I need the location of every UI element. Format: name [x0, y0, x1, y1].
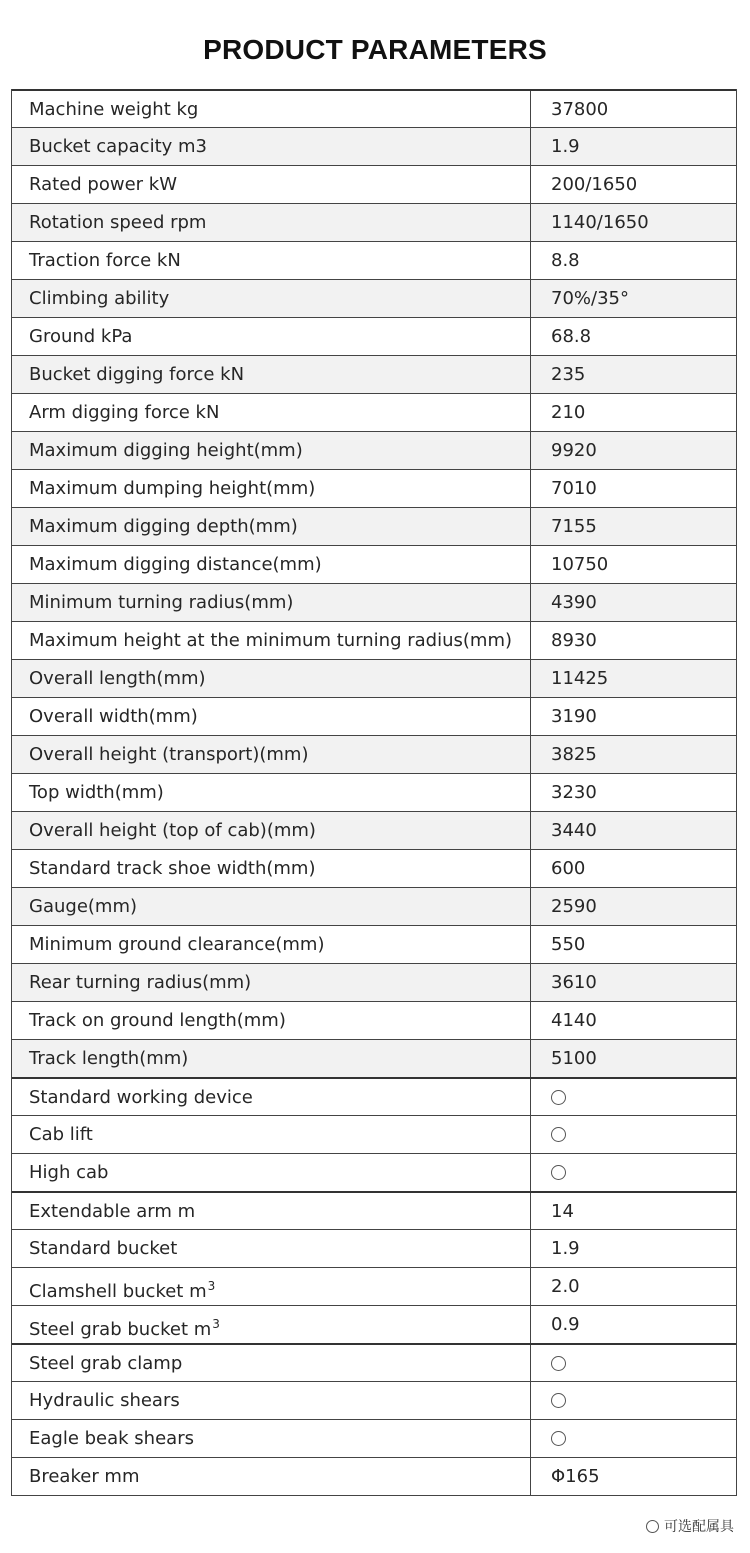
option-row: [12, 1381, 736, 1419]
parameter-label-text: Machine weight kg: [29, 99, 199, 120]
table-row: [12, 697, 736, 735]
parameter-value: 210: [551, 402, 586, 423]
parameter-label-text: High cab: [29, 1162, 109, 1183]
parameter-value: 10750: [551, 554, 609, 575]
parameter-value: 37800: [551, 98, 609, 120]
table-row: [12, 659, 736, 697]
parameter-value: 8930: [551, 630, 597, 651]
table-row: [12, 393, 736, 431]
parameter-label-text: Steel grab clamp: [29, 1353, 183, 1374]
parameter-label-text: Maximum digging distance(mm): [29, 554, 322, 575]
parameter-label: [12, 736, 531, 773]
table-row: [12, 887, 736, 925]
option-row: [12, 1153, 736, 1191]
parameter-label: [12, 1306, 531, 1343]
parameter-label-text: Overall height (transport)(mm): [29, 744, 309, 765]
parameter-value: 9920: [551, 440, 597, 461]
table-row: [12, 431, 736, 469]
table-row: [12, 773, 736, 811]
parameter-label: [12, 1345, 531, 1381]
parameter-label: [12, 204, 531, 241]
parameter-label: [12, 622, 531, 659]
parameter-label-text: Overall width(mm): [29, 706, 198, 727]
table-row: [12, 241, 736, 279]
parameter-label-text: Maximum dumping height(mm): [29, 478, 316, 499]
parameter-value: 11425: [551, 668, 609, 689]
parameter-label-text: Steel grab bucket m: [29, 1319, 212, 1340]
table-row: [12, 165, 736, 203]
parameter-label: [12, 242, 531, 279]
parameter-label: [12, 1079, 531, 1115]
option-indicator: [531, 1079, 736, 1115]
parameter-label: [12, 470, 531, 507]
table-row: [12, 1191, 736, 1229]
parameter-label: [12, 394, 531, 431]
page-title: PRODUCT PARAMETERS: [203, 34, 547, 65]
parameter-label-text: Maximum height at the minimum turning radius(mm): [29, 630, 512, 651]
parameter-value: 70%/35°: [551, 288, 629, 309]
parameter-label: [12, 1002, 531, 1039]
table-row: [12, 735, 736, 773]
parameter-label: [12, 850, 531, 887]
legend: [646, 1516, 734, 1536]
parameter-label-text: Minimum turning radius(mm): [29, 592, 294, 613]
parameter-label: [12, 91, 531, 127]
parameter-label: [12, 1230, 531, 1267]
parameter-label-text: Eagle beak shears: [29, 1428, 194, 1449]
parameter-value: 1.9: [551, 1238, 580, 1259]
parameter-value: 4140: [551, 1010, 597, 1031]
table-row: [12, 317, 736, 355]
parameter-value: 3190: [551, 706, 597, 727]
table-row: [12, 507, 736, 545]
parameter-label-text: Standard track shoe width(mm): [29, 858, 316, 879]
unit-superscript: 3: [207, 1279, 216, 1293]
parameter-value: 0.9: [551, 1314, 580, 1335]
parameter-label-text: Ground kPa: [29, 326, 133, 347]
parameter-value: 2590: [551, 896, 597, 917]
optional-circle-icon: [551, 1090, 566, 1105]
parameter-value: Φ165: [551, 1466, 600, 1487]
table-row: [12, 89, 736, 127]
parameter-label-text: Maximum digging height(mm): [29, 440, 303, 461]
table-row: [12, 545, 736, 583]
parameter-label-text: Bucket capacity m3: [29, 136, 207, 157]
parameter-label: [12, 166, 531, 203]
table-row: [12, 621, 736, 659]
parameter-label-text: Traction force kN: [29, 250, 181, 271]
table-row: [12, 849, 736, 887]
parameter-label-text: Standard bucket: [29, 1238, 178, 1259]
option-row: [12, 1343, 736, 1381]
table-row: [12, 1229, 736, 1267]
table-row: [12, 469, 736, 507]
table-row: [12, 811, 736, 849]
parameter-label: [12, 318, 531, 355]
table-row: [12, 355, 736, 393]
parameter-label: [12, 964, 531, 1001]
parameter-label: [12, 128, 531, 165]
option-indicator: [531, 1382, 736, 1419]
table-row: [12, 127, 736, 165]
parameter-label: Breaker mm: [12, 1458, 531, 1495]
parameter-label-text: Track length(mm): [29, 1048, 189, 1069]
parameter-label-text: Arm digging force kN: [29, 402, 220, 423]
parameter-label: [12, 508, 531, 545]
parameter-value: 14: [551, 1200, 574, 1222]
parameter-label: [12, 774, 531, 811]
parameter-label: [12, 584, 531, 621]
parameter-value: 1140/1650: [551, 212, 649, 233]
parameter-value: 600: [551, 858, 586, 879]
parameter-value: 3825: [551, 744, 597, 765]
legend-text: 可选配属具: [664, 1519, 734, 1535]
parameter-label-text: Track on ground length(mm): [29, 1010, 286, 1031]
parameters-table: [11, 89, 737, 1496]
table-row: [12, 203, 736, 241]
parameter-label-text: Climbing ability: [29, 288, 170, 309]
parameter-label-text: Extendable arm m: [29, 1201, 196, 1222]
parameter-label: [12, 660, 531, 697]
parameter-value: 2.0: [551, 1276, 580, 1297]
parameter-label-text: Rear turning radius(mm): [29, 972, 252, 993]
optional-circle-icon: [551, 1165, 566, 1180]
parameter-label: [12, 1040, 531, 1077]
table-row: [12, 1039, 736, 1077]
unit-superscript: 3: [212, 1317, 220, 1331]
optional-circle-icon: [551, 1127, 566, 1142]
table-row: [12, 583, 736, 621]
parameter-label: [12, 1268, 531, 1305]
optional-circle-icon: [551, 1431, 566, 1446]
table-row: [12, 1267, 736, 1305]
parameter-label-text: Hydraulic shears: [29, 1390, 180, 1411]
option-indicator: [531, 1345, 736, 1381]
parameter-label-text: Clamshell bucket m: [29, 1281, 207, 1302]
parameter-label: [12, 1420, 531, 1457]
parameter-label: [12, 280, 531, 317]
optional-circle-icon: [646, 1520, 659, 1533]
table-row: [12, 925, 736, 963]
table-row: [12, 963, 736, 1001]
parameter-label: [12, 812, 531, 849]
parameter-label: [12, 888, 531, 925]
parameter-label-text: Minimum ground clearance(mm): [29, 934, 325, 955]
parameter-label: [12, 1193, 531, 1229]
parameter-value: 5100: [551, 1048, 597, 1069]
parameter-label-text: Standard working device: [29, 1087, 253, 1108]
parameter-value: 1.9: [551, 136, 580, 157]
parameter-value: 550: [551, 934, 586, 955]
parameter-label-text: Rotation speed rpm: [29, 212, 207, 233]
parameter-value: 3230: [551, 782, 597, 803]
option-row: [12, 1115, 736, 1153]
table-row: [12, 1001, 736, 1039]
option-row: [12, 1077, 736, 1115]
optional-circle-icon: [551, 1356, 566, 1371]
parameter-value: 235: [551, 364, 586, 385]
parameter-value: 7155: [551, 516, 597, 537]
parameter-value: 3610: [551, 972, 597, 993]
option-indicator: [531, 1116, 736, 1153]
parameter-label: [12, 1154, 531, 1191]
table-row: [12, 279, 736, 317]
parameter-label: [12, 1116, 531, 1153]
parameter-label-text: Overall length(mm): [29, 668, 206, 689]
parameter-value: 4390: [551, 592, 597, 613]
parameter-label-text: Gauge(mm): [29, 896, 137, 917]
parameter-label-text: Maximum digging depth(mm): [29, 516, 298, 537]
table-row: [12, 1457, 736, 1495]
parameter-value: 200/1650: [551, 174, 638, 195]
parameter-label: [12, 926, 531, 963]
table-row: [12, 1305, 736, 1343]
parameter-label-text: Cab lift: [29, 1124, 93, 1145]
parameter-label-text: Top width(mm): [29, 782, 164, 803]
parameter-label-text: Bucket digging force kN: [29, 364, 245, 385]
parameter-label: [12, 1382, 531, 1419]
parameter-label-text: Overall height (top of cab)(mm): [29, 820, 316, 841]
optional-circle-icon: [551, 1393, 566, 1408]
parameter-value: 7010: [551, 478, 597, 499]
option-row: [12, 1419, 736, 1457]
parameter-value: 68.8: [551, 326, 592, 347]
option-indicator: [531, 1420, 736, 1457]
parameter-value: 8.8: [551, 250, 580, 271]
parameter-label-text: Rated power kW: [29, 174, 177, 195]
parameter-label: [12, 546, 531, 583]
parameter-label: [12, 698, 531, 735]
option-indicator: [531, 1154, 736, 1191]
parameter-label: [12, 432, 531, 469]
parameter-value: 3440: [551, 820, 597, 841]
parameter-label: [12, 356, 531, 393]
